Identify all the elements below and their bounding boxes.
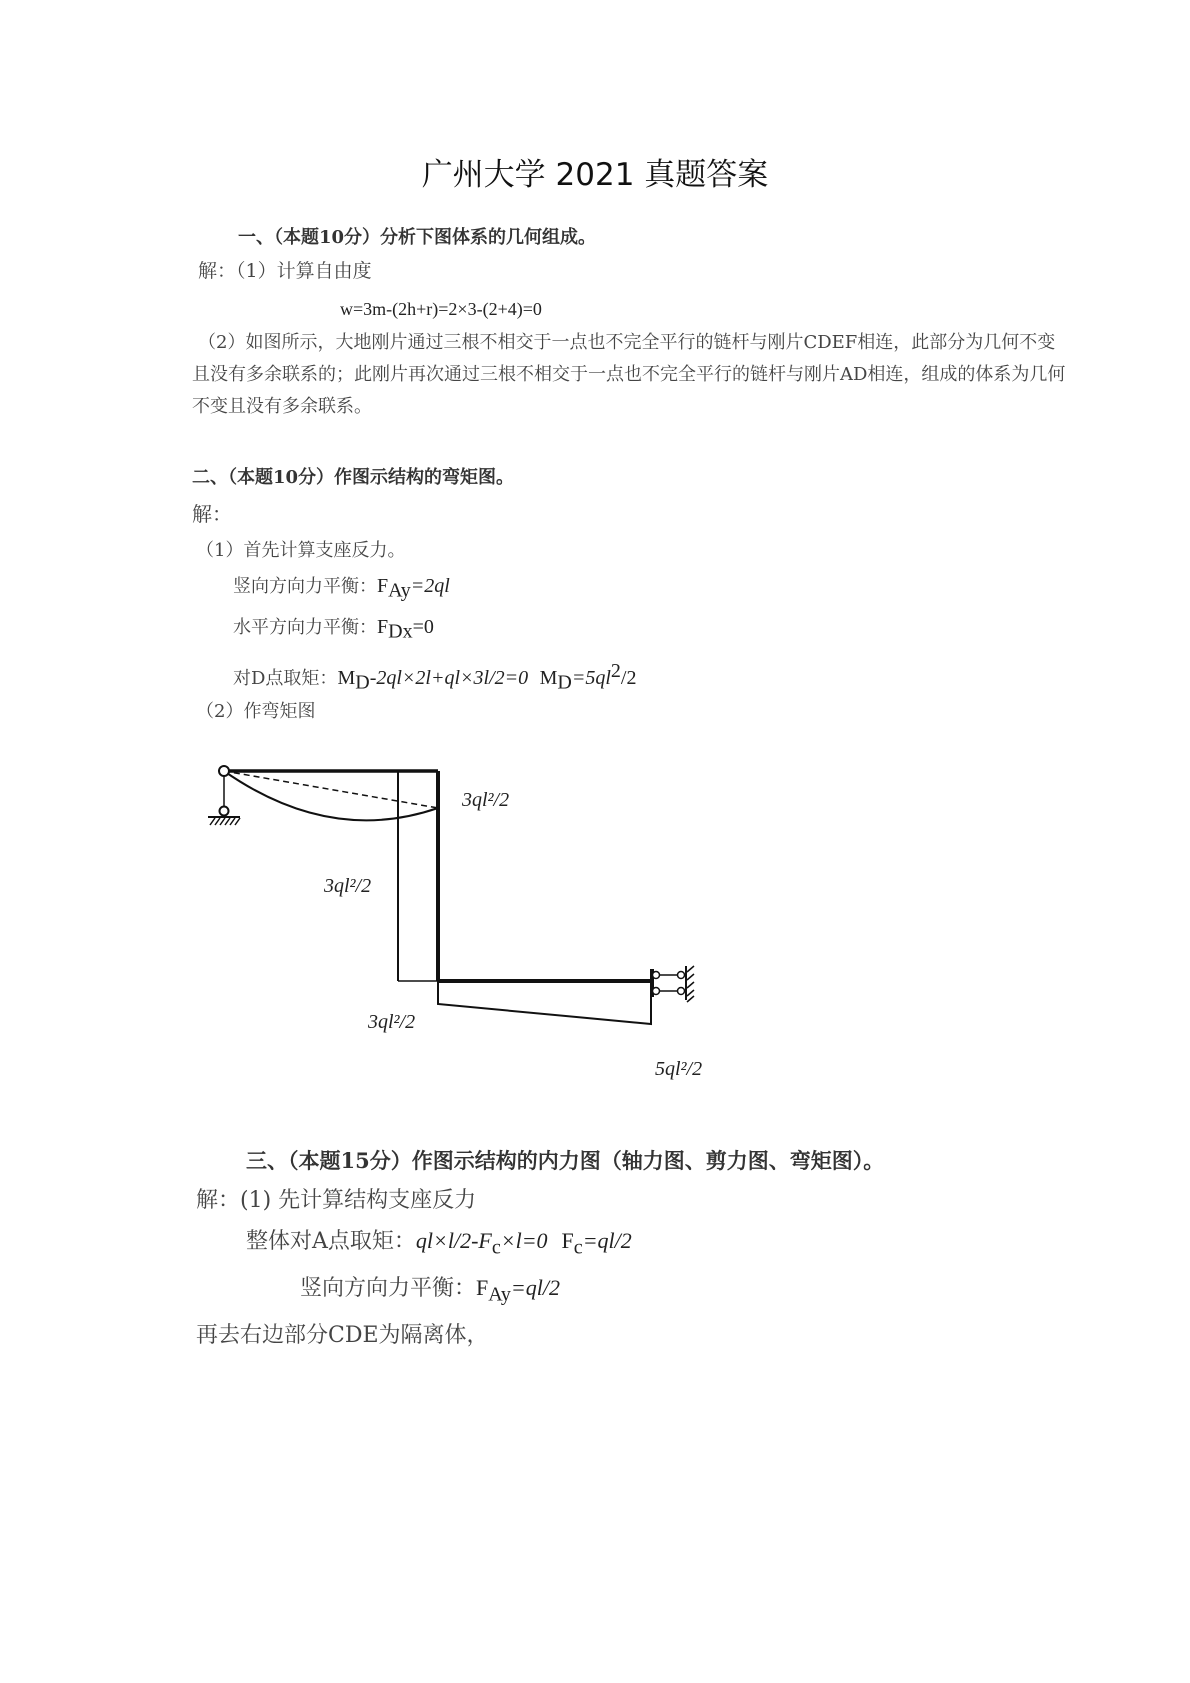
q1-step2: （2）如图所示，大地刚片通过三根不相交于一点也不完全平行的链杆与刚片CDEF相连，此部分为几何不变且没有多余联系的；此刚片再次通过三根不相交于一点也不完全平行的链杆与刚片AD相连，组成的体系为几何不变且没有多余联系。	[192, 332, 1066, 417]
eq-label: 竖向方向力平衡：	[300, 1276, 477, 1301]
ground-hatch	[210, 818, 240, 825]
eq-label: 竖向方向力平衡：	[233, 576, 377, 597]
q1-formula: w=3m-(2h+r)=2×3-(2+4)=0	[340, 299, 542, 319]
wall-hatch	[687, 966, 694, 1002]
q2-step2: （2）作弯矩图	[196, 701, 316, 722]
moment-baseline-dashed	[224, 771, 438, 808]
q3-eq1	[246, 1230, 632, 1257]
eq-b: ×l=0	[500, 1228, 548, 1253]
beam-moment-line	[438, 981, 651, 1024]
eq-rhs: =0	[412, 616, 434, 638]
eq-symbol: M	[539, 667, 558, 689]
q3-step1: 解：(1) 先计算结构支座反力	[196, 1188, 477, 1213]
hinge-icon	[219, 766, 229, 776]
q3-eq2	[300, 1277, 560, 1304]
eq-sub: D	[557, 671, 572, 694]
moment-label-joint: 3ql²/2	[368, 1011, 416, 1033]
eq-mid: -2ql×2l+ql×3l/2=0	[369, 667, 529, 689]
eq-rhs: =5ql	[571, 667, 611, 689]
q2-step1: （1）首先计算支座反力。	[196, 540, 406, 561]
eq-sub: c	[491, 1236, 501, 1259]
eq-label: 水平方向力平衡：	[233, 617, 377, 638]
moment-label-top-right: 3ql²/2	[462, 789, 510, 811]
q1-step1: 解：（1）计算自由度	[198, 260, 372, 282]
eq-sub: Ay	[488, 1283, 511, 1306]
eq-tail: /2	[620, 667, 637, 689]
eq-sub: Dx	[388, 620, 413, 643]
eq-rhs: =ql/2	[510, 1275, 560, 1300]
eq-symbol: F	[476, 1275, 489, 1300]
eq-label: 整体对A点取矩：	[246, 1229, 416, 1254]
moment-parabola	[224, 771, 438, 820]
eq-rhs: =2ql	[410, 575, 450, 597]
q2-solve: 解：	[192, 502, 232, 526]
eq-label: 对D点取矩：	[233, 668, 338, 689]
eq-sub: Ay	[388, 579, 411, 602]
roller-icon	[220, 807, 229, 816]
q2-heading: 二、（本题10分）作图示结构的弯矩图。	[192, 467, 515, 488]
eq-symbol: F	[561, 1228, 574, 1253]
eq-symbol: F	[377, 616, 389, 638]
eq-rhs: =ql/2	[582, 1228, 632, 1253]
q3-step2: 再去右边部分CDE为隔离体，	[196, 1323, 489, 1348]
q3-heading: 三、（本题15分）作图示结构的内力图（轴力图、剪力图、弯矩图）。	[246, 1148, 885, 1173]
eq-symbol: M	[337, 667, 356, 689]
eq-symbol: F	[377, 575, 389, 597]
eq-sub: c	[573, 1236, 583, 1259]
page-title: 广州大学 2021 真题答案	[421, 157, 769, 193]
eq-sub: D	[355, 671, 370, 694]
moment-label-support: 5ql²/2	[655, 1058, 703, 1080]
q1-heading: 一、（本题10分）分析下图体系的几何组成。	[238, 227, 597, 248]
eq-a: ql×l/2-F	[415, 1228, 492, 1253]
eq-sup: 2	[610, 660, 621, 682]
moment-label-column: 3ql²/2	[324, 875, 372, 897]
